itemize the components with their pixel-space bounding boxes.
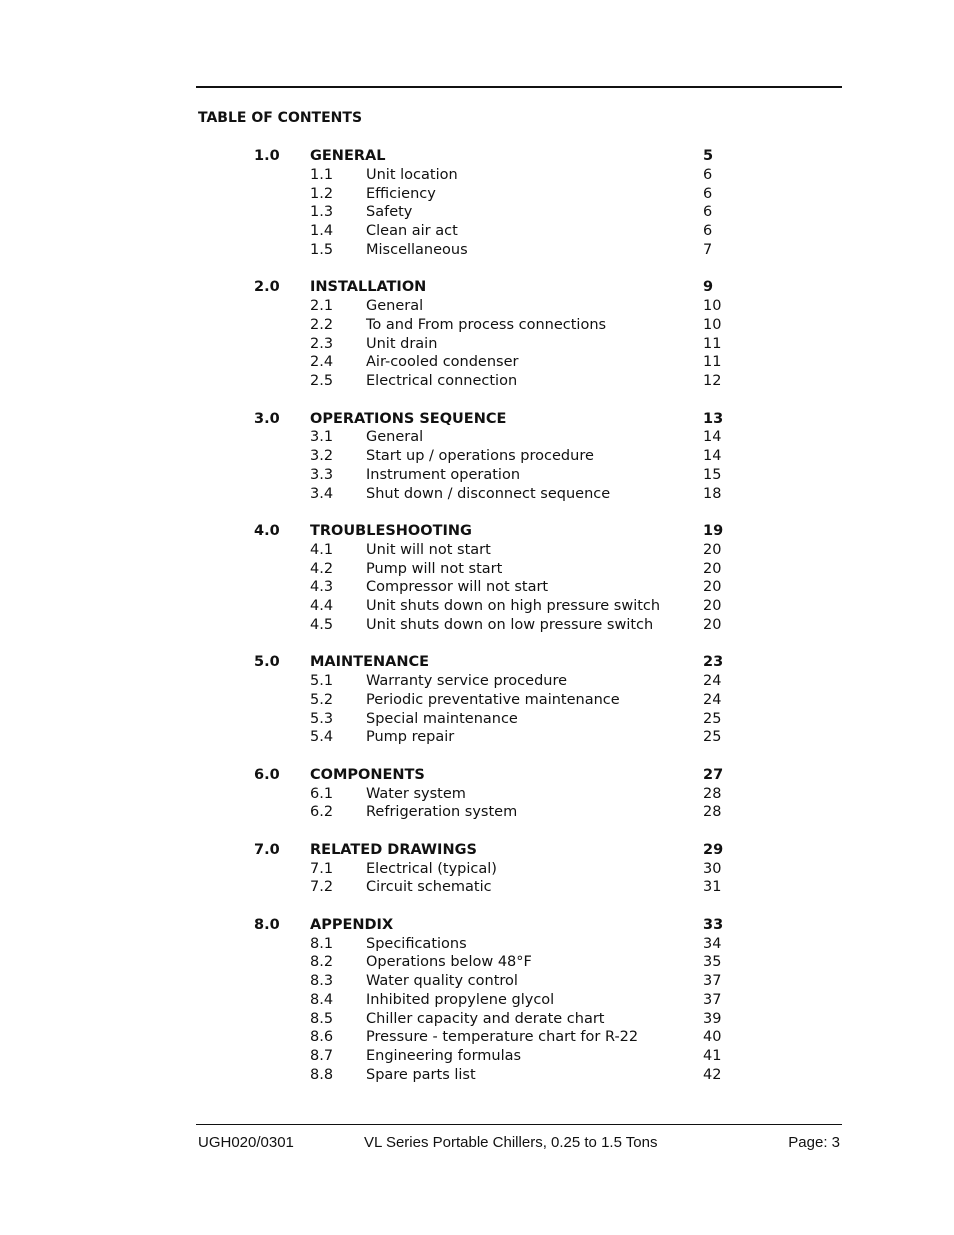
toc-entry[interactable] [0,728,954,747]
entry-title: Unit shuts down on low pressure switch [366,616,654,633]
entry-number: 4.3 [310,579,334,596]
toc-entry[interactable] [0,447,954,466]
entry-number: 2.2 [310,316,334,333]
toc-entry[interactable] [0,691,954,710]
toc-section-heading[interactable] [0,522,954,541]
entry-title: Engineering formulas [366,1048,522,1064]
entry-title: Start up / operations procedure [366,448,594,464]
toc-entry[interactable] [0,785,954,804]
entry-page-number: 35 [703,954,722,971]
entry-page-number: 6 [703,204,713,221]
entry-title: Inhibited propylene glycol [366,991,555,1008]
entry-number: 4.1 [310,541,334,558]
entry-number: 3.2 [310,448,334,464]
entry-title: Chiller capacity and derate chart [366,1010,605,1027]
entry-number: 2.5 [310,373,334,389]
section-title: RELATED DRAWINGS [310,841,477,858]
toc-entry[interactable] [0,297,954,316]
toc-entry[interactable] [0,560,954,579]
section-number: 7.0 [254,841,280,858]
entry-page-number: 20 [703,579,722,596]
section-page-number: 13 [703,410,724,427]
entry-title: Unit drain [366,335,438,352]
entry-number: 1.5 [310,241,334,258]
toc-entry[interactable] [0,597,954,616]
entry-title: Specifications [366,935,467,952]
entry-page-number: 30 [703,860,722,877]
section-page-number: 33 [703,916,724,933]
section-spacer [0,260,954,279]
entry-title: Refrigeration system [366,804,518,821]
entry-title: Circuit schematic [366,879,492,896]
entry-number: 1.2 [310,185,334,202]
entry-page-number: 25 [703,710,722,727]
section-page-number: 27 [703,766,724,783]
entry-page-number: 18 [703,485,722,502]
entry-number: 7.2 [310,879,334,896]
entry-page-number: 24 [703,691,722,708]
entry-title: Electrical connection [366,373,518,389]
entry-page-number: 24 [703,673,722,689]
section-page-number: 9 [703,279,714,296]
toc-section-heading[interactable] [0,766,954,785]
entry-number: 5.2 [310,691,334,708]
entry-title: Instrument operation [366,466,521,483]
toc-section-heading[interactable] [0,147,954,166]
entry-title: Special maintenance [366,710,518,727]
toc-entry[interactable] [0,466,954,485]
section-number: 3.0 [254,410,280,427]
section-page-number: 23 [703,654,724,671]
toc-entry[interactable] [0,991,954,1010]
section-number: 6.0 [254,766,280,783]
section-title: APPENDIX [310,916,394,933]
entry-page-number: 28 [703,804,722,821]
section-number: 1.0 [254,148,280,164]
section-title: GENERAL [310,148,386,164]
table-of-contents [0,147,954,1085]
section-title: OPERATIONS SEQUENCE [310,410,507,427]
entry-number: 3.3 [310,466,334,483]
entry-page-number: 37 [703,991,722,1008]
section-spacer [0,391,954,410]
entry-page-number: 37 [703,973,722,989]
entry-title: Operations below 48°F [366,954,532,971]
entry-number: 1.1 [310,166,334,183]
entry-title: Warranty service procedure [366,673,568,689]
entry-number: 8.3 [310,973,334,989]
entry-page-number: 14 [703,429,722,446]
entry-page-number: 25 [703,729,722,746]
toc-section-heading[interactable] [0,278,954,297]
toc-section-heading[interactable] [0,653,954,672]
toc-entry[interactable] [0,860,954,879]
toc-entry[interactable] [0,1028,954,1047]
entry-number: 1.4 [310,223,334,239]
entry-page-number: 11 [703,335,722,352]
toc-entry[interactable] [0,972,954,991]
entry-page-number: 41 [703,1048,722,1064]
entry-page-number: 20 [703,598,722,614]
entry-number: 4.5 [310,616,334,633]
toc-section-heading[interactable] [0,410,954,429]
toc-entry[interactable] [0,935,954,954]
section-number: 8.0 [254,916,280,933]
entry-title: Water quality control [366,973,518,989]
entry-number: 8.8 [310,1066,334,1083]
entry-number: 8.1 [310,935,334,952]
entry-page-number: 28 [703,785,722,802]
entry-number: 2.3 [310,335,334,352]
toc-entry[interactable] [0,541,954,560]
entry-page-number: 12 [703,373,722,389]
entry-page-number: 14 [703,448,722,464]
toc-entry[interactable] [0,1047,954,1066]
section-number: 2.0 [254,279,280,296]
section-spacer [0,635,954,654]
entry-number: 3.1 [310,429,334,446]
toc-entry[interactable] [0,222,954,241]
entry-title: Miscellaneous [366,241,468,258]
entry-title: To and From process connections [366,316,607,333]
entry-page-number: 6 [703,185,713,202]
entry-page-number: 42 [703,1066,722,1083]
toc-entry[interactable] [0,335,954,354]
entry-page-number: 10 [703,298,722,314]
section-spacer [0,747,954,766]
toc-entry[interactable] [0,372,954,391]
section-title: TROUBLESHOOTING [310,523,472,539]
toc-entry[interactable] [0,878,954,897]
entry-title: Unit will not start [366,541,491,558]
entry-page-number: 39 [703,1010,722,1027]
toc-entry[interactable] [0,316,954,335]
entry-number: 7.1 [310,860,334,877]
footer-doc-code: UGH020/0301 [198,1134,294,1151]
entry-number: 8.5 [310,1010,334,1027]
toc-entry[interactable] [0,1010,954,1029]
section-spacer [0,822,954,841]
toc-entry[interactable] [0,672,954,691]
header-rule [196,86,842,88]
toc-entry[interactable] [0,578,954,597]
entry-number: 4.2 [310,560,334,577]
entry-number: 1.3 [310,204,334,221]
section-number: 5.0 [254,654,280,671]
section-page-number: 29 [703,841,724,858]
section-number: 4.0 [254,523,280,539]
section-page-number: 5 [703,148,714,164]
entry-title: Spare parts list [366,1066,476,1083]
toc-entry[interactable] [0,428,954,447]
entry-title: General [366,429,424,446]
entry-number: 2.1 [310,298,334,314]
toc-entry[interactable] [0,616,954,635]
section-title: MAINTENANCE [310,654,430,671]
entry-page-number: 11 [703,354,722,371]
entry-title: Unit location [366,166,458,183]
entry-page-number: 20 [703,616,722,633]
toc-entry[interactable] [0,803,954,822]
toc-entry[interactable] [0,241,954,260]
toc-entry[interactable] [0,203,954,222]
entry-page-number: 20 [703,541,722,558]
entry-page-number: 15 [703,466,722,483]
entry-title: Compressor will not start [366,579,549,596]
section-page-number: 19 [703,523,724,539]
section-title: COMPONENTS [310,766,425,783]
toc-title: TABLE OF CONTENTS [198,110,363,126]
entry-title: Clean air act [366,223,458,239]
entry-number: 5.1 [310,673,334,689]
entry-number: 8.4 [310,991,334,1008]
entry-title: Safety [366,204,413,221]
entry-title: Pump will not start [366,560,503,577]
entry-number: 6.1 [310,785,334,802]
toc-section-heading[interactable] [0,841,954,860]
entry-number: 3.4 [310,485,334,502]
entry-title: General [366,298,424,314]
entry-page-number: 20 [703,560,722,577]
entry-number: 6.2 [310,804,334,821]
entry-title: Electrical (typical) [366,860,497,877]
entry-page-number: 40 [703,1029,722,1046]
section-title: INSTALLATION [310,279,427,296]
toc-entry[interactable] [0,166,954,185]
entry-number: 8.2 [310,954,334,971]
section-spacer [0,503,954,522]
entry-title: Periodic preventative maintenance [366,691,620,708]
entry-title: Water system [366,785,466,802]
footer-page-number: Page: 3 [788,1134,840,1151]
entry-title: Efficiency [366,185,436,202]
entry-number: 8.7 [310,1048,334,1064]
entry-page-number: 31 [703,879,722,896]
entry-page-number: 10 [703,316,722,333]
toc-entry[interactable] [0,485,954,504]
toc-entry[interactable] [0,353,954,372]
toc-section-heading[interactable] [0,916,954,935]
entry-title: Unit shuts down on high pressure switch [366,598,661,614]
entry-number: 4.4 [310,598,334,614]
toc-entry[interactable] [0,1066,954,1085]
entry-number: 8.6 [310,1029,334,1046]
entry-title: Shut down / disconnect sequence [366,485,611,502]
entry-page-number: 6 [703,166,713,183]
footer-doc-title: VL Series Portable Chillers, 0.25 to 1.5 Tons [364,1134,658,1151]
toc-entry[interactable] [0,953,954,972]
entry-page-number: 34 [703,935,722,952]
entry-title: Air-cooled condenser [366,354,519,371]
toc-entry[interactable] [0,185,954,204]
entry-title: Pressure - temperature chart for R-22 [366,1029,639,1046]
section-spacer [0,897,954,916]
entry-title: Pump repair [366,729,455,746]
entry-number: 2.4 [310,354,334,371]
entry-page-number: 7 [703,241,713,258]
entry-number: 5.3 [310,710,334,727]
entry-page-number: 6 [703,223,713,239]
entry-number: 5.4 [310,729,334,746]
toc-entry[interactable] [0,710,954,729]
footer-rule [196,1124,842,1125]
